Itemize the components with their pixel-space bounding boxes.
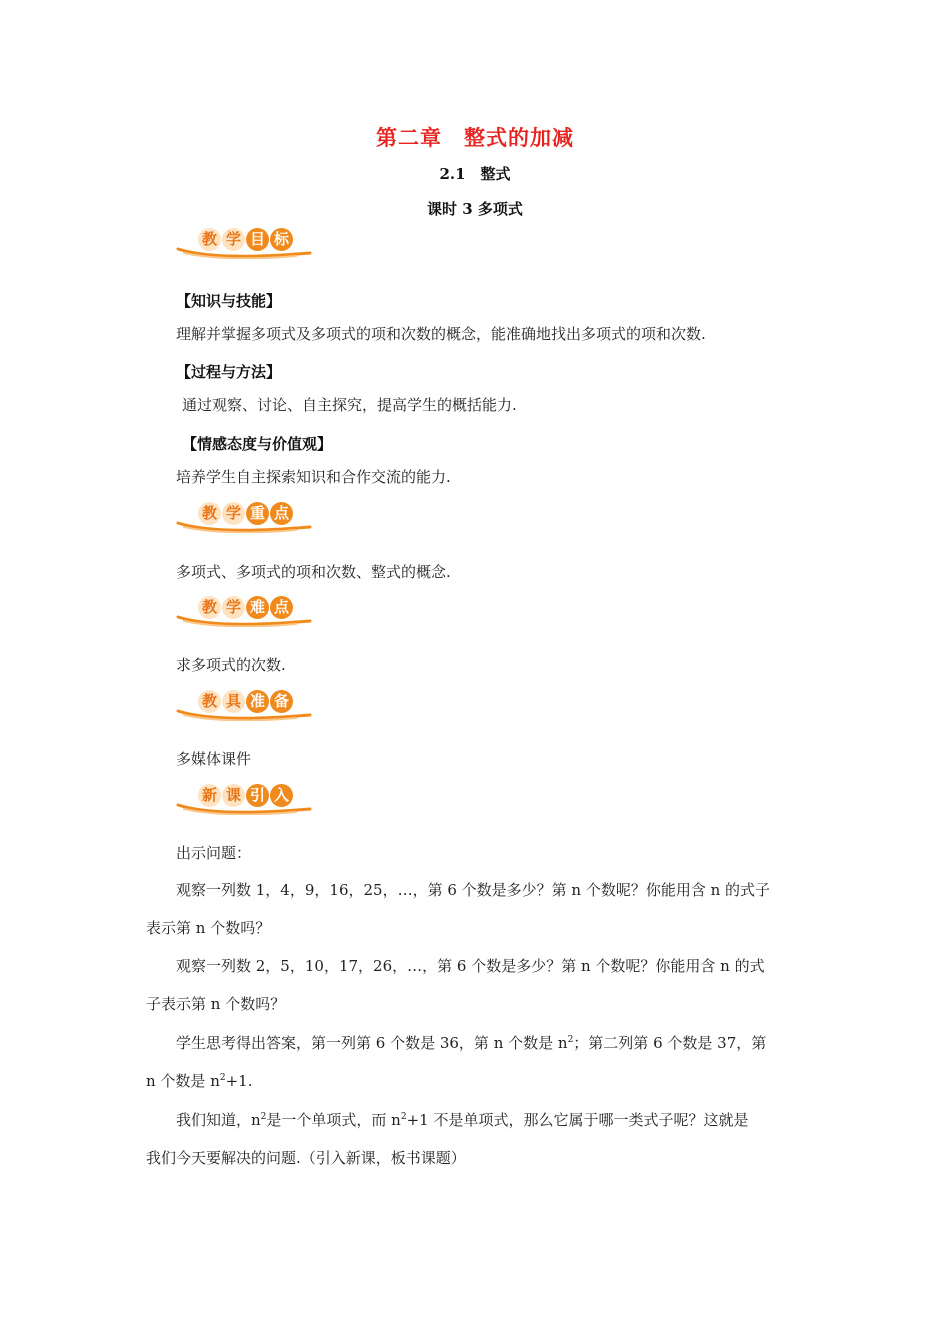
introduction-banner [176,781,316,815]
banner-char: 点 [270,502,293,525]
question-1-line-2: 表示第 n 个数吗？ [146,919,271,937]
process-text: 通过观察、讨论、自主探究，提高学生的概括能力. [182,396,517,414]
conclusion-line-2: 我们今天要解决的问题.（引入新课，板书课题） [146,1149,466,1167]
answer-text: ；第二列第 6 个数是 37，第 [573,1034,767,1052]
question-2-line-1: 观察一列数 2，5，10，17，26，…，第 6 个数是多少？第 n 个数呢？你能用含 n 的式 [176,957,765,975]
banner-char: 学 [222,228,245,251]
answer-line-1 [176,1036,766,1051]
exponent: 2 [567,1035,574,1045]
banner-char: 目 [246,228,269,251]
banner-char: 学 [222,502,245,525]
banner-char: 备 [270,690,293,713]
banner-char: 入 [270,784,293,807]
answer-text: 学生思考得出答案，第一列第 6 个数是 36，第 n 个数是 n [176,1034,568,1052]
exponent: 2 [260,1112,267,1122]
banner-char: 课 [222,784,245,807]
banner-char: 教 [198,690,221,713]
banner-char: 准 [246,690,269,713]
materials-text: 多媒体课件 [176,750,252,768]
banner-char: 学 [222,596,245,619]
conclusion-text: 我们知道，n [176,1111,261,1129]
answer-text: +1. [225,1072,253,1090]
exponent: 2 [400,1112,407,1122]
key-points-text: 多项式、多项式的项和次数、整式的概念. [176,563,451,581]
intro-lead: 出示问题： [176,844,252,862]
attitude-text: 培养学生自主探索知识和合作交流的能力. [176,468,451,486]
question-1-line-1: 观察一列数 1，4，9，16，25，…，第 6 个数是多少？第 n 个数呢？你能用含 n 的式子 [176,881,771,899]
materials-banner [176,687,316,721]
process-heading: 【过程与方法】 [176,363,282,381]
banner-char: 难 [246,596,269,619]
banner-char: 教 [198,596,221,619]
key-points-banner [176,499,316,533]
banner-char: 标 [270,228,293,251]
exponent: 2 [219,1073,226,1083]
banner-char: 点 [270,596,293,619]
knowledge-heading: 【知识与技能】 [176,292,282,310]
difficulties-text: 求多项式的次数. [176,656,286,674]
conclusion-text: +1 不是单项式，那么它属于哪一类式子呢？这就是 [406,1111,749,1129]
answer-text: n 个数是 n [146,1072,220,1090]
answer-line-2 [146,1074,252,1089]
conclusion-text: 是一个单项式，而 n [266,1111,401,1129]
banner-char: 重 [246,502,269,525]
banner-char: 教 [198,502,221,525]
attitude-heading: 【情感态度与价值观】 [182,435,333,453]
conclusion-line-1 [176,1113,748,1128]
banner-char: 新 [198,784,221,807]
chapter-title: 第二章 整式的加减 [376,126,574,150]
section-title: 2.1 整式 [439,165,511,183]
question-2-line-2: 子表示第 n 个数吗？ [146,995,286,1013]
banner-char: 教 [198,228,221,251]
banner-char: 引 [246,784,269,807]
lesson-title: 课时 3 多项式 [427,200,523,218]
objectives-banner [176,225,316,259]
difficulties-banner [176,593,316,627]
knowledge-text: 理解并掌握多项式及多项式的项和次数的概念，能准确地找出多项式的项和次数. [176,325,706,343]
banner-char: 具 [222,690,245,713]
